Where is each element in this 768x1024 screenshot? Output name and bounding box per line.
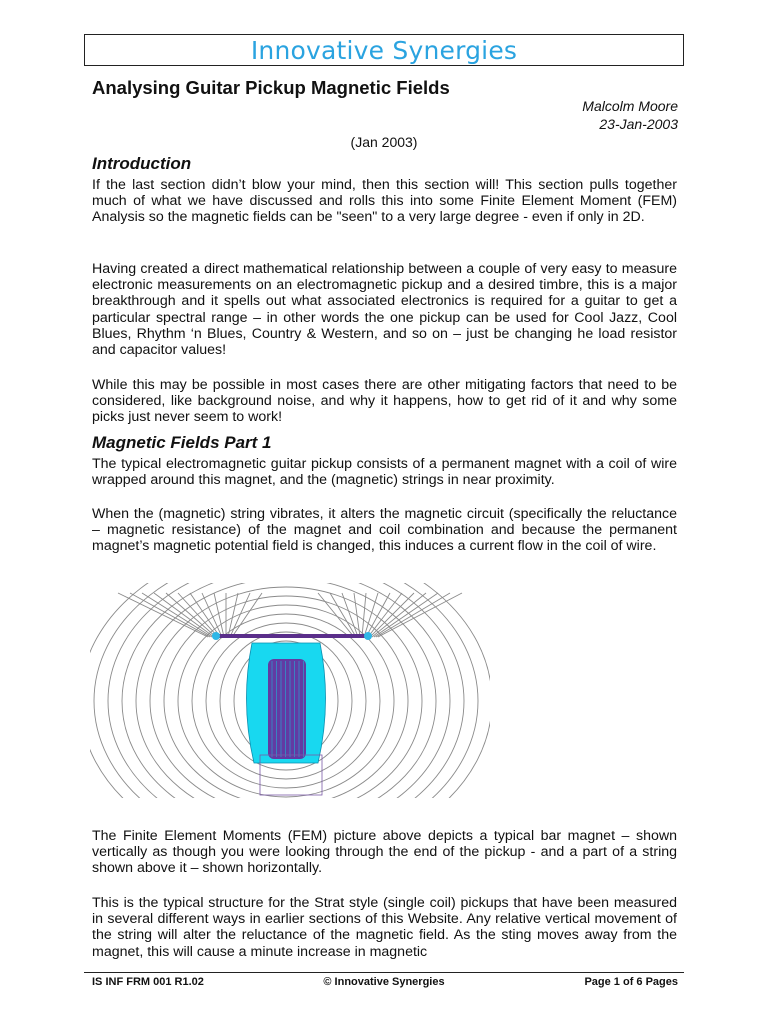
section-heading-introduction: Introduction <box>92 154 192 173</box>
field-line <box>370 593 414 637</box>
footer-page-number: Page 1 of 6 Pages <box>584 976 678 988</box>
section-heading-magnetic-fields: Magnetic Fields Part 1 <box>92 433 272 452</box>
author: Malcolm Moore <box>582 98 678 114</box>
magnetic-paragraph-1: The typical electromagnetic guitar pickup consists of a permanent magnet with a coil of wire wrapped around this magnet, and the (magnetic) strings in near proximity. <box>92 456 677 489</box>
document-title: Analysing Guitar Pickup Magnetic Fields <box>92 77 450 98</box>
footer-copyright: © Innovative Synergies <box>323 976 445 988</box>
issue-date: (Jan 2003) <box>350 134 418 150</box>
intro-paragraph-2: Having created a direct mathematical relationship between a couple of very easy to measure electronic measurements on an electromagnetic pickup and a desired timbre, this is a major breakthrough and it spells out what associated electronics is required for a guitar to get a particular spectral range – in other words the one pickup can be used for Cool Jazz, Cool Blues, Rhythm ‘n Blues, Country & Western, and so on – just be changing he load resistor and capacitor values! <box>92 261 677 359</box>
header-title: Innovative Synergies <box>250 35 518 65</box>
field-line <box>372 593 426 637</box>
intro-paragraph-1: If the last section didn’t blow your mind, then this section will! This section pulls together much of what we have discussed and rolls this into some Finite Element Moment (FEM) Analysis so the magnetic fields can be "seen" to a very large degree - even if only in 2D. <box>92 177 677 226</box>
intro-paragraph-3: While this may be possible in most cases there are other mitigating factors that need to be considered, like background noise, and why it happens, how to get rid of it and why some picks just never seem to work! <box>92 377 677 426</box>
field-line <box>354 593 360 637</box>
string-end-node <box>212 632 220 640</box>
fem-magnetic-field-figure <box>90 583 490 798</box>
header-box <box>84 34 684 66</box>
fem-figure-svg <box>90 583 490 798</box>
magnetic-paragraph-2: When the (magnetic) string vibrates, it alters the magnetic circuit (specifically the reluctance – magnetic resistance) of the magnet and coil combination and because the permanent magnet’s magnetic potential field is changed, this induces a current flow in the coil of wire. <box>92 506 677 555</box>
field-line <box>362 593 366 637</box>
footer-document-id: IS INF FRM 001 R1.02 <box>92 976 204 988</box>
magnetic-paragraph-4: This is the typical structure for the Strat style (single coil) pickups that have been measured in several different ways in earlier sections of this Website. Any relative vertical movement of the string will alter the reluctance of the magnetic field. As the sting moves away from the magnet, this will cause a minute increase in magnetic <box>92 895 677 960</box>
field-line <box>376 593 450 637</box>
footer-rule <box>84 972 684 973</box>
document-date: 23-Jan-2003 <box>599 116 678 132</box>
magnetic-paragraph-3: The Finite Element Moments (FEM) picture above depicts a typical bar magnet – shown vertically as though you were looking through the end of the pickup - and a part of a string shown above it – shown horizontally. <box>92 828 677 877</box>
field-line <box>374 593 438 637</box>
guitar-string <box>216 634 368 638</box>
string-end-node <box>364 632 372 640</box>
field-line <box>368 593 402 637</box>
field-line <box>166 593 216 637</box>
bar-magnet <box>268 659 306 759</box>
